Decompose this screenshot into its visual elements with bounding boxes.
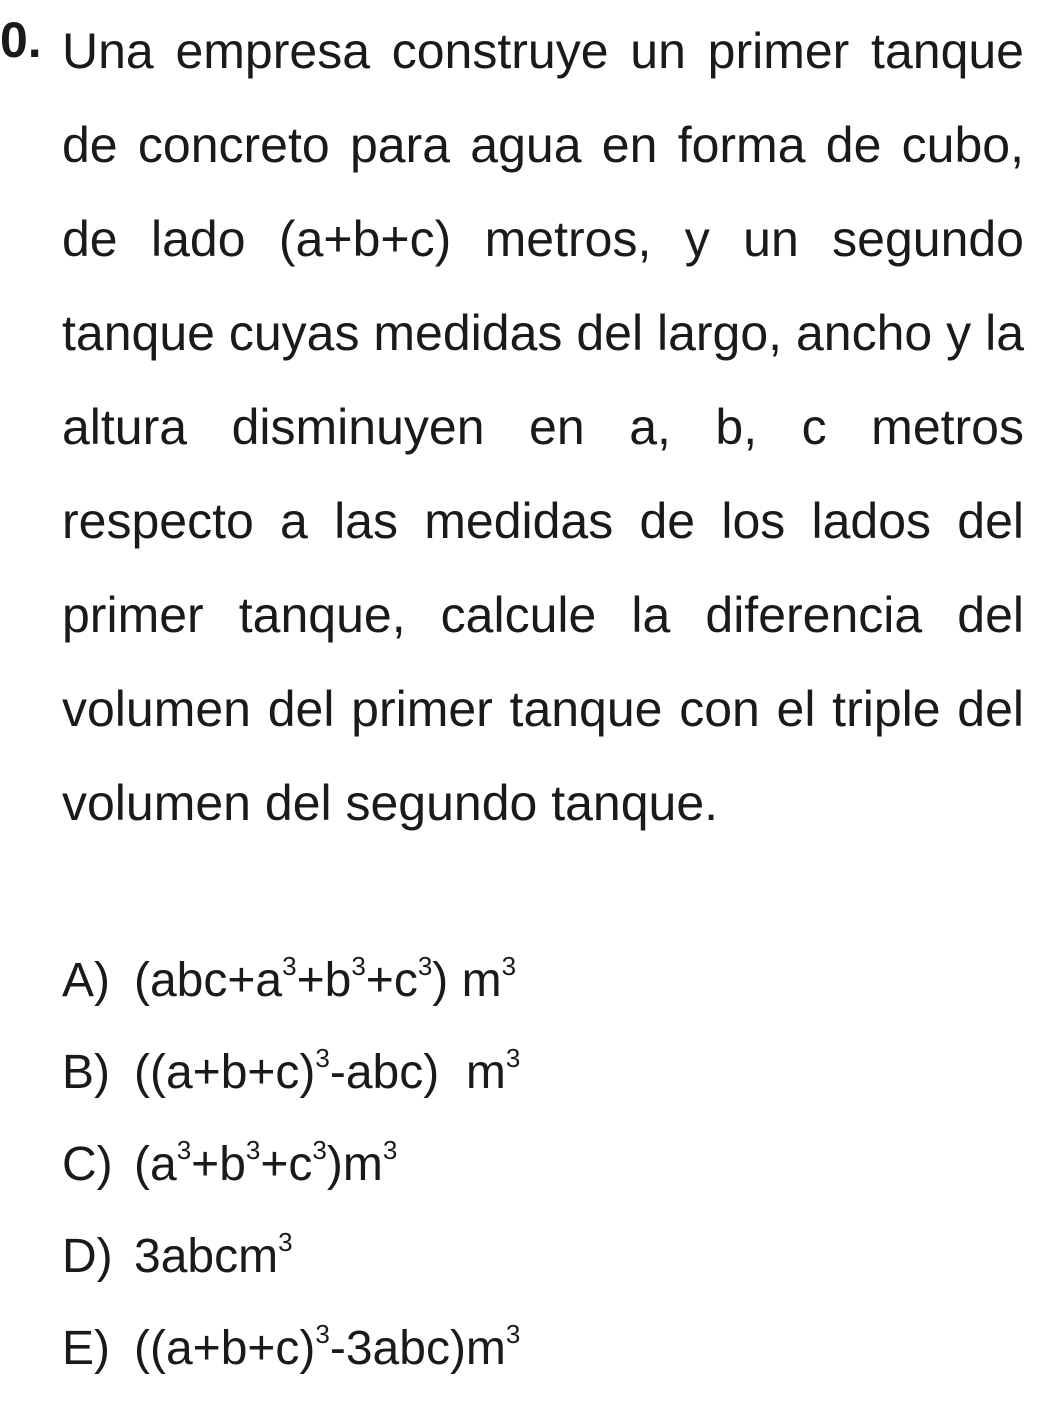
answer-options bbox=[62, 935, 962, 1395]
exponent: 3 bbox=[315, 1043, 330, 1073]
option-d bbox=[62, 1211, 962, 1303]
expr-text: +c bbox=[365, 954, 418, 1007]
exponent: 3 bbox=[501, 951, 517, 981]
option-expression bbox=[134, 1227, 293, 1283]
question-text: Una empresa construye un primer tanque de concreto para agua en forma de cubo, de lado (a+b+c) metros, y un segundo tanque cuyas medidas del largo, ancho y la altura disminuyen en a, b, c metros respecto a las medidas de los lados del primer tanque, calcule la diferencia del volumen del primer tanque con el triple del volumen del segundo tanque. bbox=[62, 23, 1024, 831]
option-e bbox=[62, 1303, 962, 1395]
exponent: 3 bbox=[315, 1319, 330, 1349]
option-b bbox=[62, 1027, 962, 1119]
option-letter: A) bbox=[62, 954, 110, 1007]
expr-text: (a bbox=[134, 1138, 177, 1191]
expr-text: +c bbox=[260, 1138, 313, 1191]
option-expression bbox=[134, 1043, 521, 1099]
question-number: 0. bbox=[0, 12, 42, 68]
option-expression bbox=[134, 1319, 521, 1375]
option-c bbox=[62, 1119, 962, 1211]
expr-text: -3abc)m bbox=[329, 1322, 506, 1375]
expr-text: +b bbox=[191, 1138, 246, 1191]
exponent: 3 bbox=[382, 1135, 398, 1165]
option-letter: B) bbox=[62, 1046, 110, 1099]
exponent: 3 bbox=[176, 1135, 192, 1165]
option-letter: E) bbox=[62, 1322, 110, 1375]
expr-text: ((a+b+c) bbox=[134, 1322, 316, 1375]
option-letter: C) bbox=[62, 1138, 113, 1191]
exponent: 3 bbox=[245, 1135, 261, 1165]
exponent: 3 bbox=[312, 1135, 327, 1165]
expr-text: -abc) m bbox=[329, 1046, 506, 1099]
expr-text: (abc+a bbox=[134, 954, 283, 1007]
option-a bbox=[62, 935, 962, 1027]
exponent: 3 bbox=[282, 951, 297, 981]
option-expression bbox=[134, 951, 517, 1007]
expr-text: +b bbox=[296, 954, 352, 1007]
exponent: 3 bbox=[505, 1319, 521, 1349]
option-expression bbox=[134, 1135, 398, 1191]
expr-text: ((a+b+c) bbox=[134, 1046, 316, 1099]
expr-text: 3abcm bbox=[134, 1230, 279, 1283]
exponent: 3 bbox=[417, 951, 433, 981]
option-letter: D) bbox=[62, 1230, 113, 1283]
expr-text: ) m bbox=[432, 954, 502, 1007]
expr-text: )m bbox=[326, 1138, 383, 1191]
exponent: 3 bbox=[505, 1043, 521, 1073]
exponent: 3 bbox=[351, 951, 366, 981]
exponent: 3 bbox=[278, 1227, 293, 1257]
